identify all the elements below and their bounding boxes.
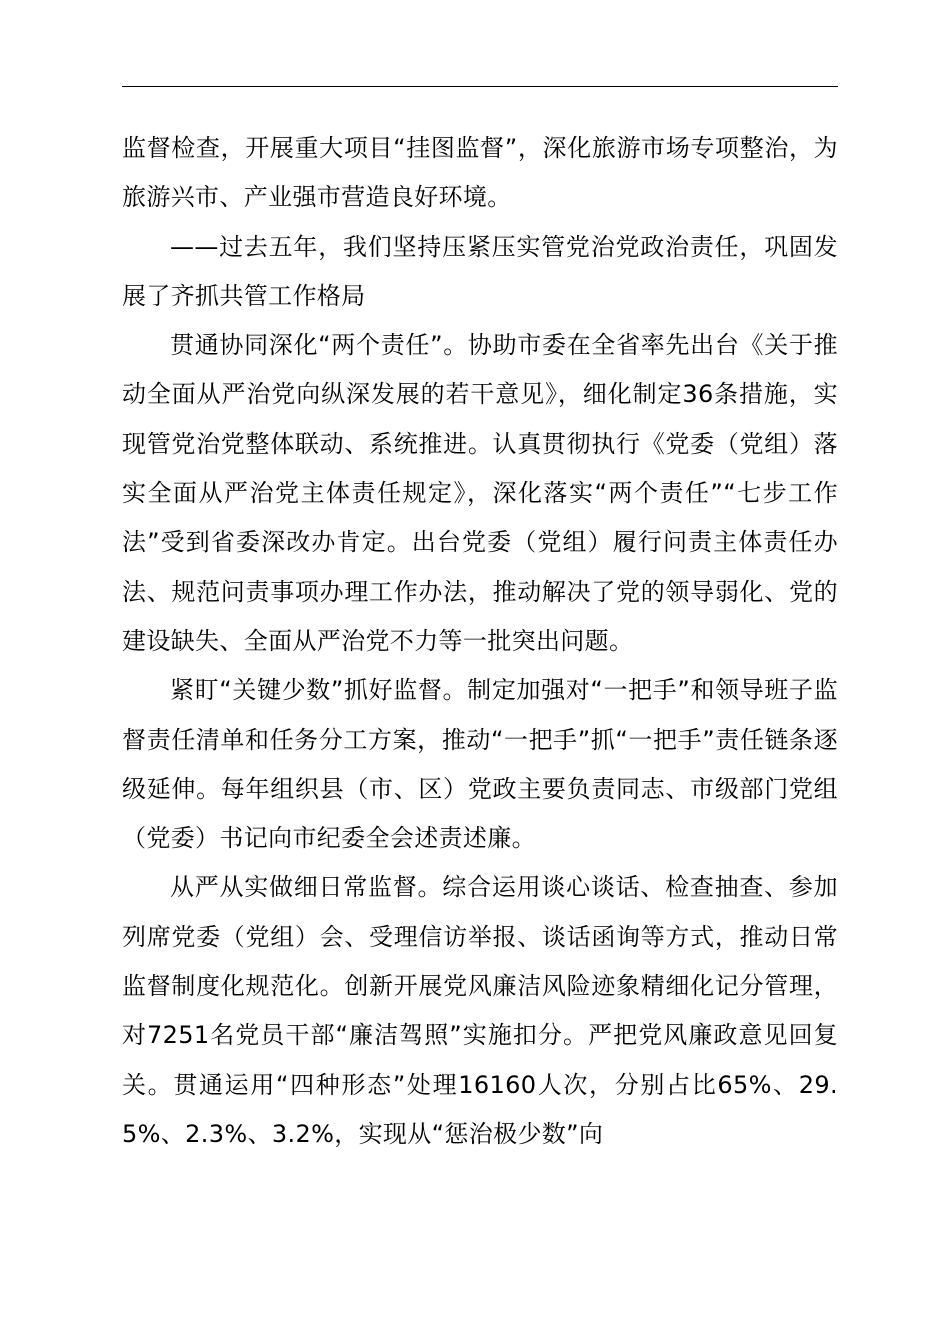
- paragraph-1: 监督检查，开展重大项目“挂图监督”，深化旅游市场专项整治，为旅游兴市、产业强市营造良好环境。: [122, 134, 838, 212]
- paragraph-2: ——过去五年，我们坚持压紧压实管党治党政治责任，巩固发展了齐抓共管工作格局: [122, 232, 838, 310]
- paragraph-3: 贯通协同深化“两个责任”。协助市委在全省率先出台《关于推动全面从严治党向纵深发展的若干意见》，细化制定36条措施，实现管党治党整体联动、系统推进。认真贯彻执行《党委（党组）落实全面从严治党主体责任规定》，深化落实“两个责任”“七步工作法”受到省委深改办肯定。出台党委（党组）履行问责主体责任办法、规范问责事项办理工作办法，推动解决了党的领导弱化、党的建设缺失、全面从严治党不力等一批突出问题。: [122, 331, 838, 655]
- paragraph-5: 从严从实做细日常监督。综合运用谈心谈话、检查抽查、参加列席党委（党组）会、受理信访举报、谈话函询等方式，推动日常监督制度化规范化。创新开展党风廉洁风险迹象精细化记分管理，对7251名党员干部“廉洁驾照”实施扣分。严把党风廉政意见回复关。贯通运用“四种形态”处理16160人次，分别占比65%、29.5%、2.3%、3.2%，实现从“惩治极少数”向: [122, 873, 838, 1148]
- paragraph-4: 紧盯“关键少数”抓好监督。制定加强对“一把手”和领导班子监督责任清单和任务分工方案，推动“一把手”抓“一把手”责任链条逐级延伸。每年组织县（市、区）党政主要负责同志、市级部门党组（党委）书记向市纪委全会述责述廉。: [122, 676, 838, 853]
- header-rule: [122, 86, 838, 87]
- body-text: [122, 124, 838, 1159]
